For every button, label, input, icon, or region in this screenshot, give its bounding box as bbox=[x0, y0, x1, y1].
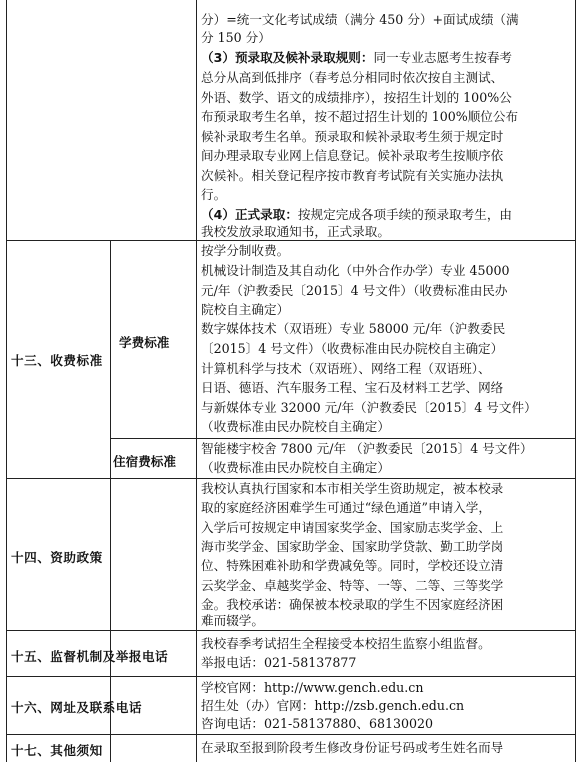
rule3-line: 间办理录取专业网上信息登记。候补录取考生按顺序依 bbox=[201, 148, 504, 163]
rule3-line: 次候补。相关登记程序按市教育考试院有关实施办法执 bbox=[201, 168, 504, 183]
section-label-fees: 十三、收费标准 bbox=[11, 353, 103, 368]
rule3-line: 布预录取考生名单，按不超过招生计划的 100%顺位公布 bbox=[201, 109, 519, 124]
row-divider-14 bbox=[6, 478, 576, 479]
aid-line: 难而辍学。 bbox=[201, 613, 264, 628]
tuition-line: 元/年（沪教委民〔2015〕4 号文件）（收费标准由民办 bbox=[201, 283, 508, 298]
tuition-line: 按学分制收费。 bbox=[201, 243, 290, 258]
column-divider-content bbox=[196, 0, 197, 762]
aid-line: 入学后可按规定申请国家奖学金、国家励志奖学金、上 bbox=[201, 520, 504, 535]
rule3-heading: （3）预录取及候补录取规则： bbox=[201, 50, 374, 65]
consult-phone: 咨询电话：021-58137880、68130020 bbox=[201, 716, 434, 731]
section-label-other: 十七、其他须知 bbox=[11, 743, 103, 758]
section-label-supervision: 十五、监督机制及举报电话 bbox=[11, 649, 169, 664]
tuition-line: 机械设计制造及其自动化（中外合作办学）专业 45000 bbox=[201, 263, 510, 278]
aid-line: 金。我校承诺：确保被本校录取的学生不因家庭经济困 bbox=[201, 597, 504, 612]
admissions-website: 招生处（办）官网：http://zsb.gench.edu.cn bbox=[201, 698, 465, 713]
row-divider-17 bbox=[6, 734, 576, 735]
rule4-paragraph-first-line: （4）正式录取：按规定完成各项手续的预录取考生，由 bbox=[201, 207, 513, 222]
rule3-line: 外语、数学、语文的成绩排序），按招生计划的 100%公 bbox=[201, 90, 512, 105]
dorm-line: （收费标准由民办院校自主确定） bbox=[201, 460, 390, 475]
report-phone: 举报电话：021-58137877 bbox=[201, 655, 357, 670]
tuition-line: 计算机科学与技术（双语班）、网络工程（双语班）、 bbox=[201, 361, 491, 376]
rule3-paragraph-first-line: （3）预录取及候补录取规则：同一专业志愿考生按春考 bbox=[201, 50, 513, 65]
tuition-line: 与新媒体专业 32000 元/年（沪教委民〔2015〕4 号文件） bbox=[201, 400, 537, 415]
table-border-left bbox=[6, 0, 7, 762]
rule3-line: 行。 bbox=[201, 187, 227, 202]
tuition-line: 数字媒体技术（双语班）专业 58000 元/年（沪教委民 bbox=[201, 321, 506, 336]
rule4-line: 我校发放录取通知书，正式录取。 bbox=[201, 224, 390, 239]
dorm-line: 智能楼宇校舍 7800 元/年 （沪教委民〔2015〕4 号文件） bbox=[201, 441, 533, 456]
aid-line: 位、特殊困难补助和学费减免等。同时，学校还设立清 bbox=[201, 558, 504, 573]
aid-line: 取的家庭经济困难学生可通过“绿色通道”申请入学， bbox=[201, 500, 491, 515]
rule3-line: 候补录取考生名单。预录取和候补录取考生须于规定时 bbox=[201, 129, 504, 144]
rule3-line: 总分从高到低排序（春考总分相同时依次按自主测试、 bbox=[201, 70, 504, 85]
supervision-line: 我校春季考试招生全程接受本校招生监察小组监督。 bbox=[201, 636, 491, 651]
tuition-line: 〔2015〕4 号文件）（收费标准由民办院校自主确定） bbox=[201, 341, 504, 356]
section-label-contact: 十六、网址及联系电话 bbox=[11, 700, 142, 715]
tuition-line: 院校自主确定） bbox=[201, 302, 290, 317]
school-website: 学校官网：http://www.gench.edu.cn bbox=[201, 680, 424, 695]
other-notes-line: 在录取至报到阶段考生修改身份证号码或考生姓名而导 bbox=[201, 740, 504, 755]
tuition-line: 日语、德语、汽车服务工程、宝石及材料工艺学、网络 bbox=[201, 380, 504, 395]
rule4-heading: （4）正式录取： bbox=[201, 207, 298, 222]
tuition-line: （收费标准由民办院校自主确定） bbox=[201, 419, 390, 434]
row-divider-15 bbox=[6, 630, 576, 631]
aid-line: 海市奖学金、国家助学金、国家助学贷款、勤工助学岗 bbox=[201, 539, 504, 554]
table-border-right bbox=[575, 0, 576, 762]
admission-formula-line: 分 150 分） bbox=[201, 30, 271, 45]
admission-formula-line: 分）=统一文化考试成绩（满分 450 分）+面试成绩（满 bbox=[201, 12, 519, 27]
section-label-financial-aid: 十四、资助政策 bbox=[11, 550, 103, 565]
row-divider-16 bbox=[6, 676, 576, 677]
aid-line: 云奖学金、卓越奖学金、特等、一等、二等、三等奖学 bbox=[201, 578, 504, 593]
column-divider-label bbox=[110, 240, 111, 762]
subrow-divider-dorm bbox=[110, 438, 576, 439]
sublabel-tuition: 学费标准 bbox=[119, 335, 170, 350]
sublabel-dorm: 住宿费标准 bbox=[113, 454, 176, 469]
aid-line: 我校认真执行国家和本市相关学生资助规定，被本校录 bbox=[201, 481, 504, 496]
